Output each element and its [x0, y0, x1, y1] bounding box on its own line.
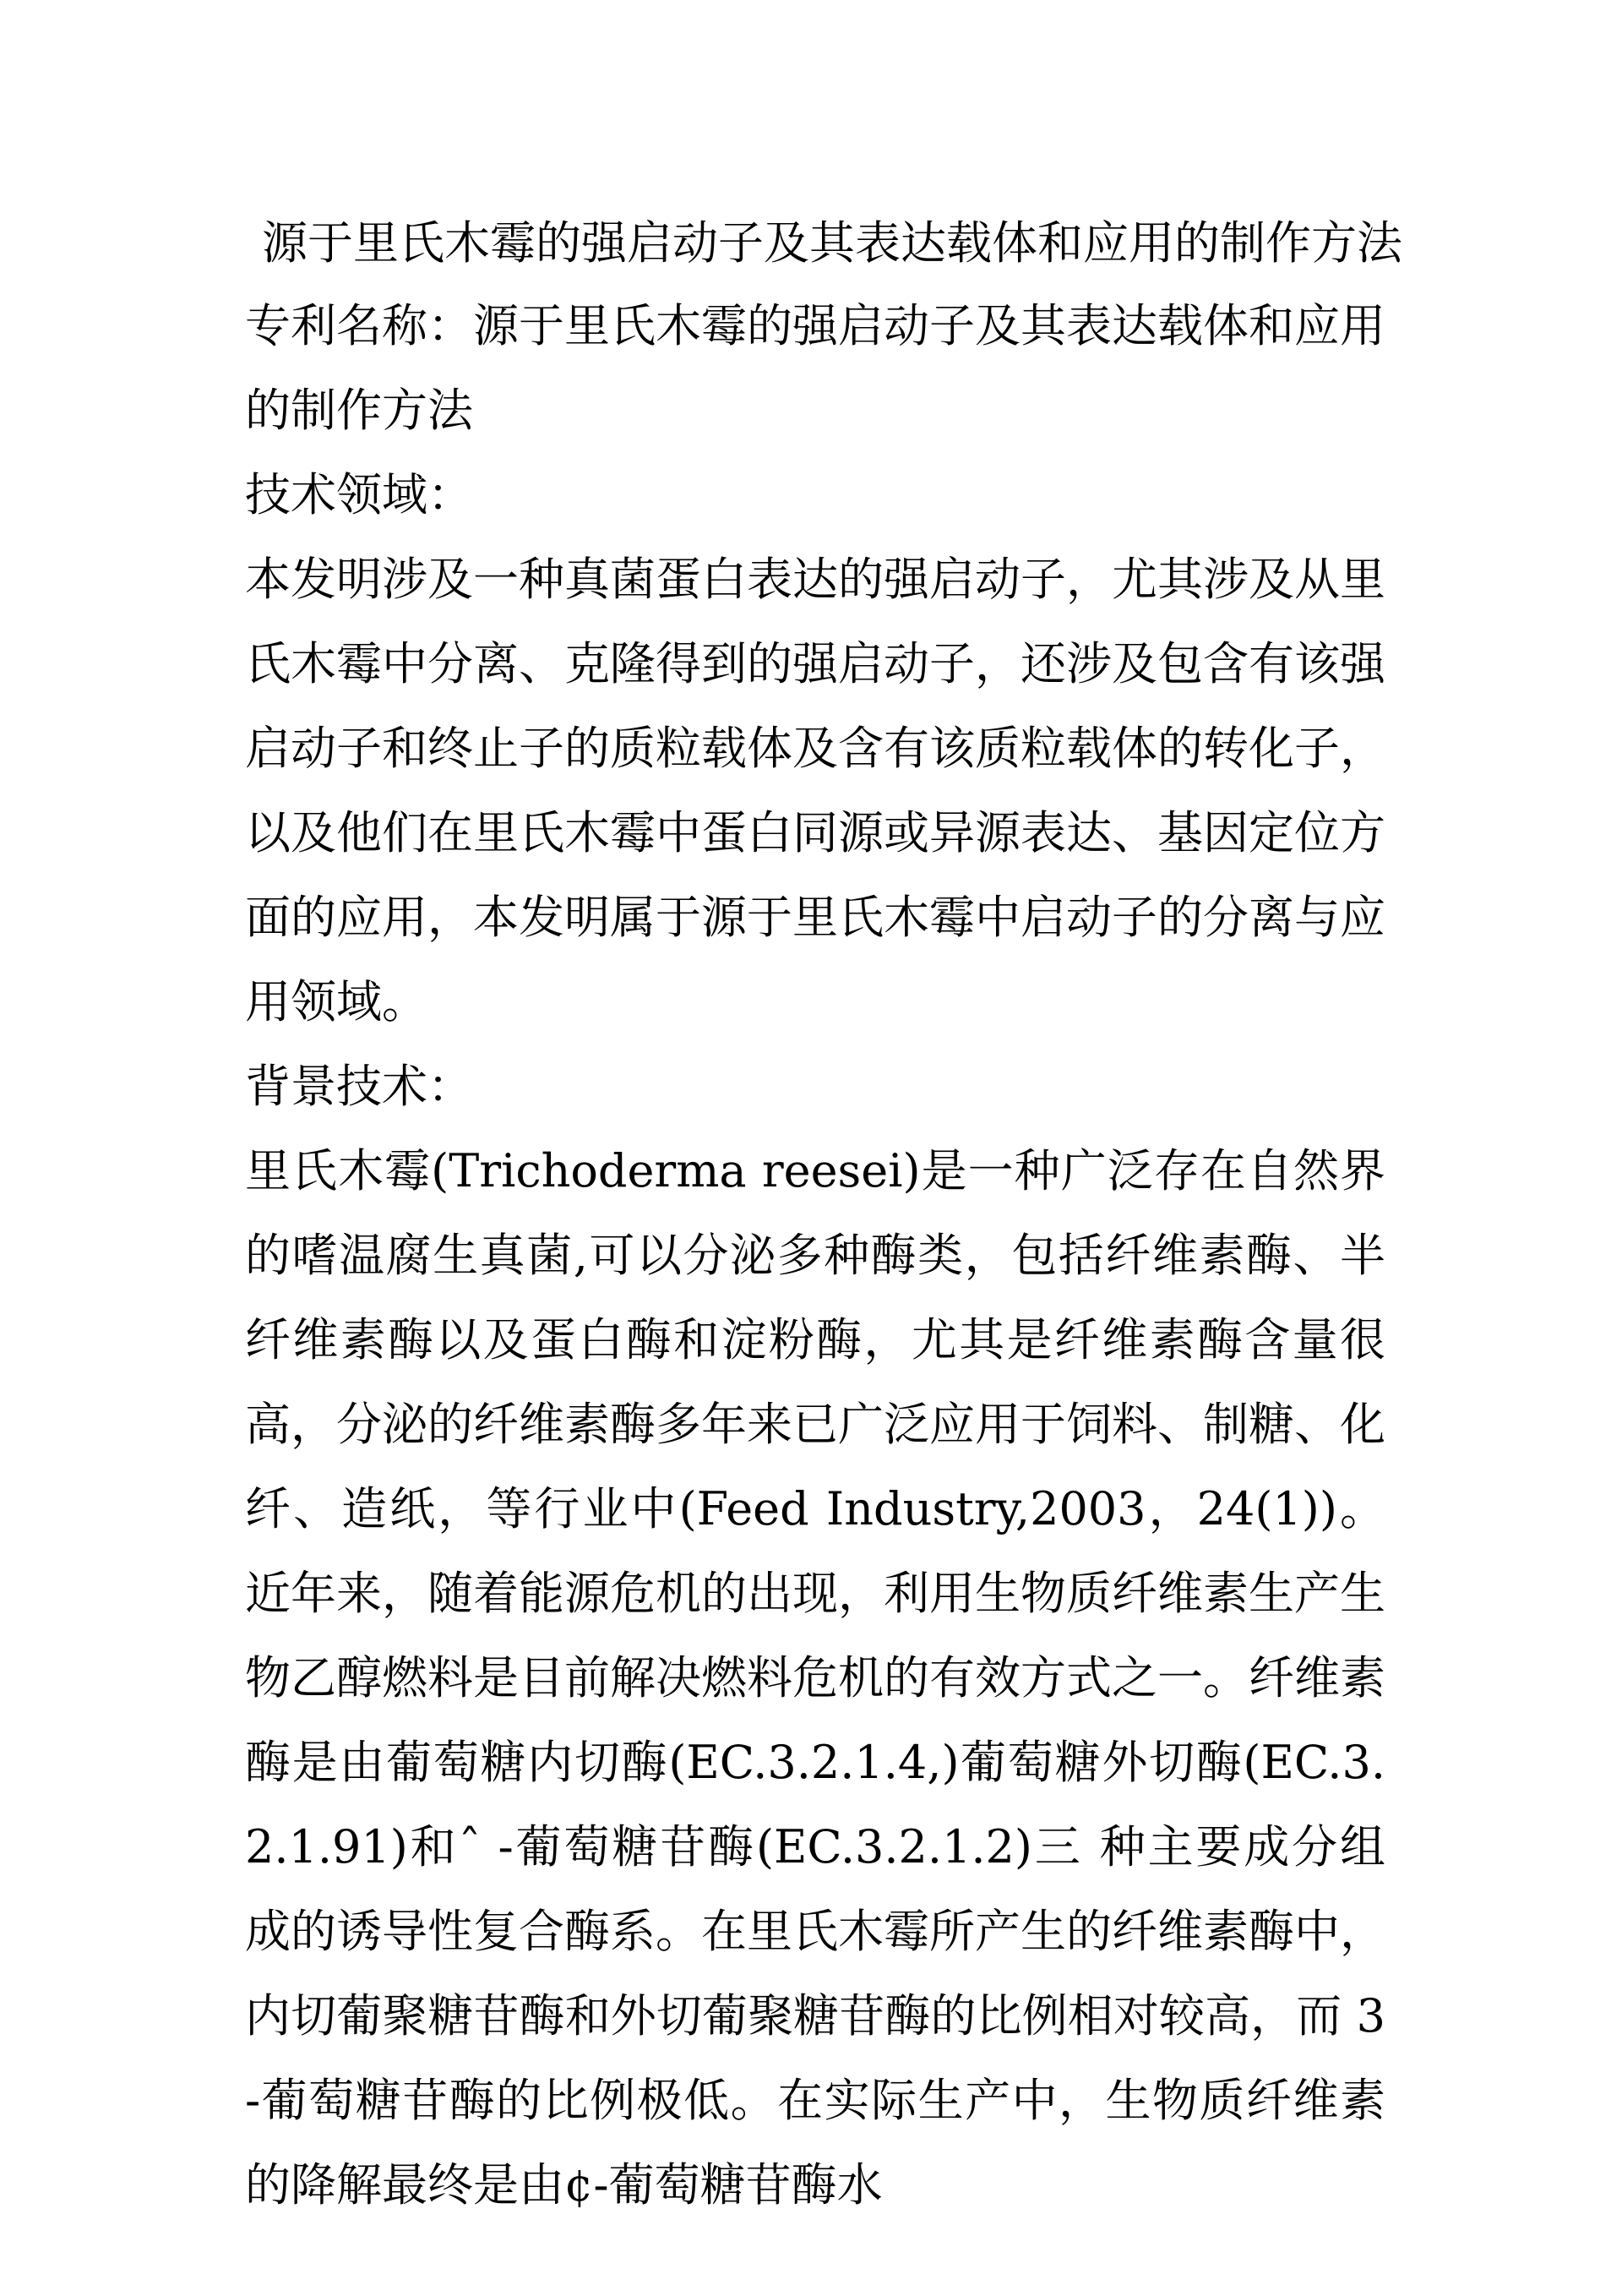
- document-page: [245, 203, 1402, 2228]
- field-paragraph: 本发明涉及一种真菌蛋白表达的强启动子，尤其涉及从里氏木霉中分离、克隆得到的强启动子，还涉及包含有该强启动子和终止子的质粒载体及含有该质粒载体的转化子，以及他们在里氏木霉中蛋白同源或异源表达、基因定位方面的应用，本发明属于源于里氏木霉中启动子的分离与应用领域。: [245, 553, 1385, 1028]
- document-title: 源于里氏木霉的强启动子及其表达载体和应用的制作方法: [262, 216, 1402, 270]
- patent-name: 专利名称：源于里氏木霉的强启动子及其表达载体和应用的制作方法: [245, 299, 1385, 437]
- field-heading: 技术领域：: [245, 468, 473, 521]
- background-paragraph: 里氏木霉(Trichoderma reesei)是一种广泛存在自然界的嗜温腐生真菌,可以分泌多种酶类，包括纤维素酶、半纤维素酶以及蛋白酶和淀粉酶，尤其是纤维素酶含量很高，分泌的纤维素酶多年来已广泛应用于饲料、制糖、化纤、造纸，等行业中(Feed Industry,2003，24(1))。近年来，随着能源危机的出现，利用生物质纤维素生产生物乙醇燃料是目前解决燃料危机的有效方式之一。纤维素酶是由葡萄糖内切酶(EC.3.2.1.4,)葡萄糖外切酶(EC.3.2.1.91)和ˆ -葡萄糖苷酶(EC.3.2.1.2)三 种主要成分组成的诱导性复合酶系。在里氏木霉所产生的纤维素酶中，内切葡聚糖苷酶和外切葡聚糖苷酶的比例相对较高，而 3 -葡萄糖苷酶的比例极低。在实际生产中，生物质纤维素的降解最终是由¢-葡萄糖苷酶水: [245, 1144, 1385, 2211]
- background-heading: 背景技术：: [245, 1060, 473, 1113]
